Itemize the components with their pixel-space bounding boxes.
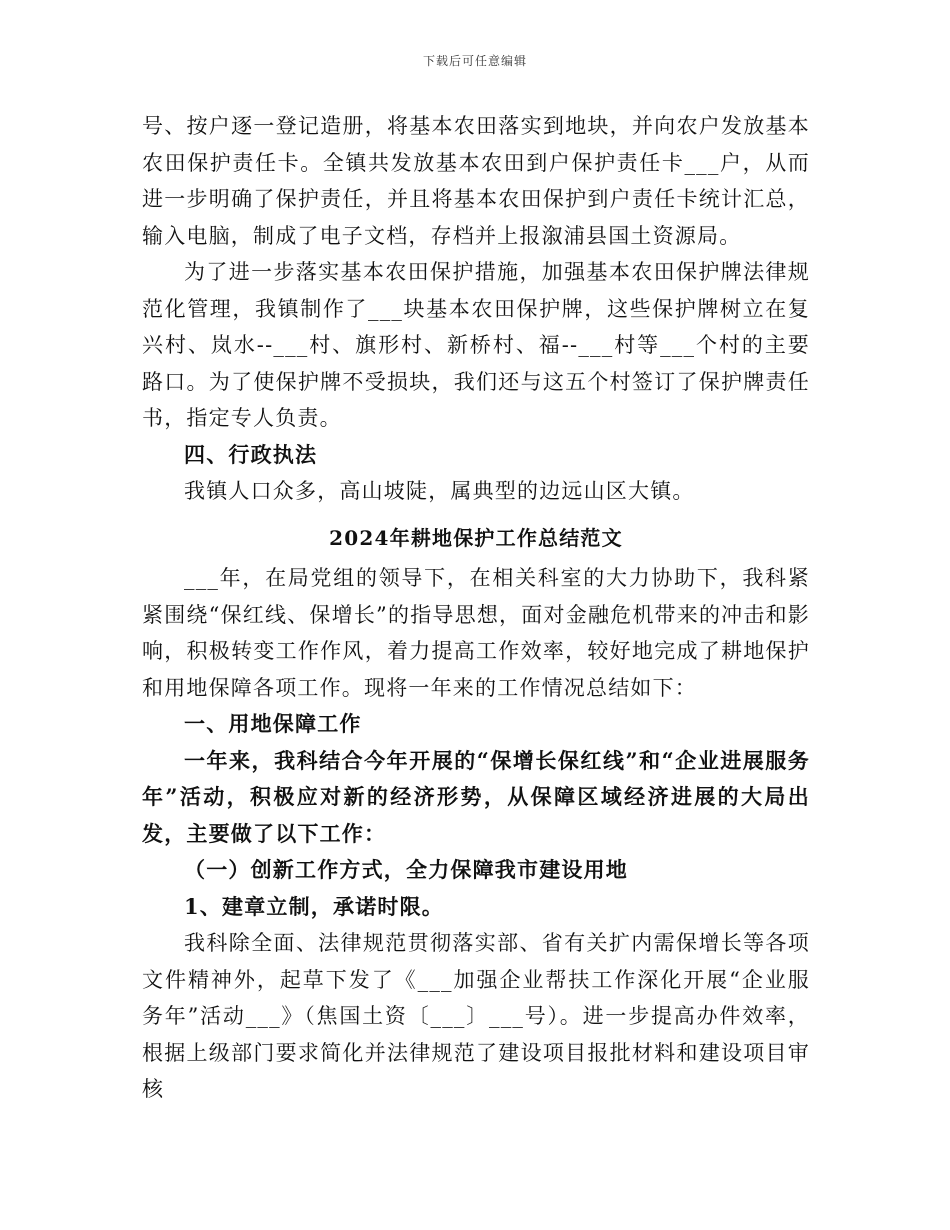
page-header: 下载后可任意编辑 [422,54,527,68]
section-heading-land-use: 一、用地保障工作 [184,711,362,736]
document-title: 2024年耕地保护工作总结范文 [329,525,623,550]
paragraph-regulations: 我科除全面、法律规范贯彻落实部、省有关扩内需保增长等各项文件精神外，起草下发了《___加强企业帮扶工作深化开展“企业服务年”活动___》（焦国土资〔___〕___号）。进一步提高办件效率，根据上级部门要求简化并法律规范了建设项目报批材料和建设项目审核 [142,931,810,1101]
paragraph-land-use-summary: 一年来，我科结合今年开展的“保增长保红线”和“企业进展服务年”活动，积极应对新的经济形势，从保障区域经济进展的大局出发，主要做了以下工作： [142,747,810,846]
section-heading-law-enforcement: 四、行政执法 [184,441,318,467]
paragraph-town-overview: 我镇人口众多，高山坡陡，属典型的边远山区大镇。 [184,479,695,503]
item-heading-regulations: 1、建章立制，承诺时限。 [184,893,445,919]
document-body [142,108,810,1108]
paragraph-intro: ___年，在局党组的领导下，在相关科室的大力协助下，我科紧紧围绕“保红线、保增长”的指导思想，面对金融危机带来的冲击和影响，积极转变工作作风，着力提高工作效率，较好地完成了耕地保护和用地保障各项工作。现将一年来的工作情况总结如下： [142,566,810,700]
subsection-heading-innovation: （一）创新工作方式，全力保障我市建设用地 [184,857,628,882]
paragraph-protection-signs: 为了进一步落实基本农田保护措施，加强基本农田保护牌法律规范化管理，我镇制作了___块基本农田保护牌，这些保护牌树立在复兴村、岚水--___村、旗形村、新桥村、福--___村等___个村的主要路口。为了使保护牌不受损块，我们还与这五个村签订了保护牌责任书，指定专人负责。 [142,260,810,430]
paragraph-continuation: 号、按户逐一登记造册，将基本农田落实到地块，并向农户发放基本农田保护责任卡。全镇共发放基本农田到户保护责任卡___户，从而进一步明确了保护责任，并且将基本农田保护到户责任卡统计汇总，输入电脑，制成了电子文档，存档并上报溆浦县国土资源局。 [142,114,810,248]
